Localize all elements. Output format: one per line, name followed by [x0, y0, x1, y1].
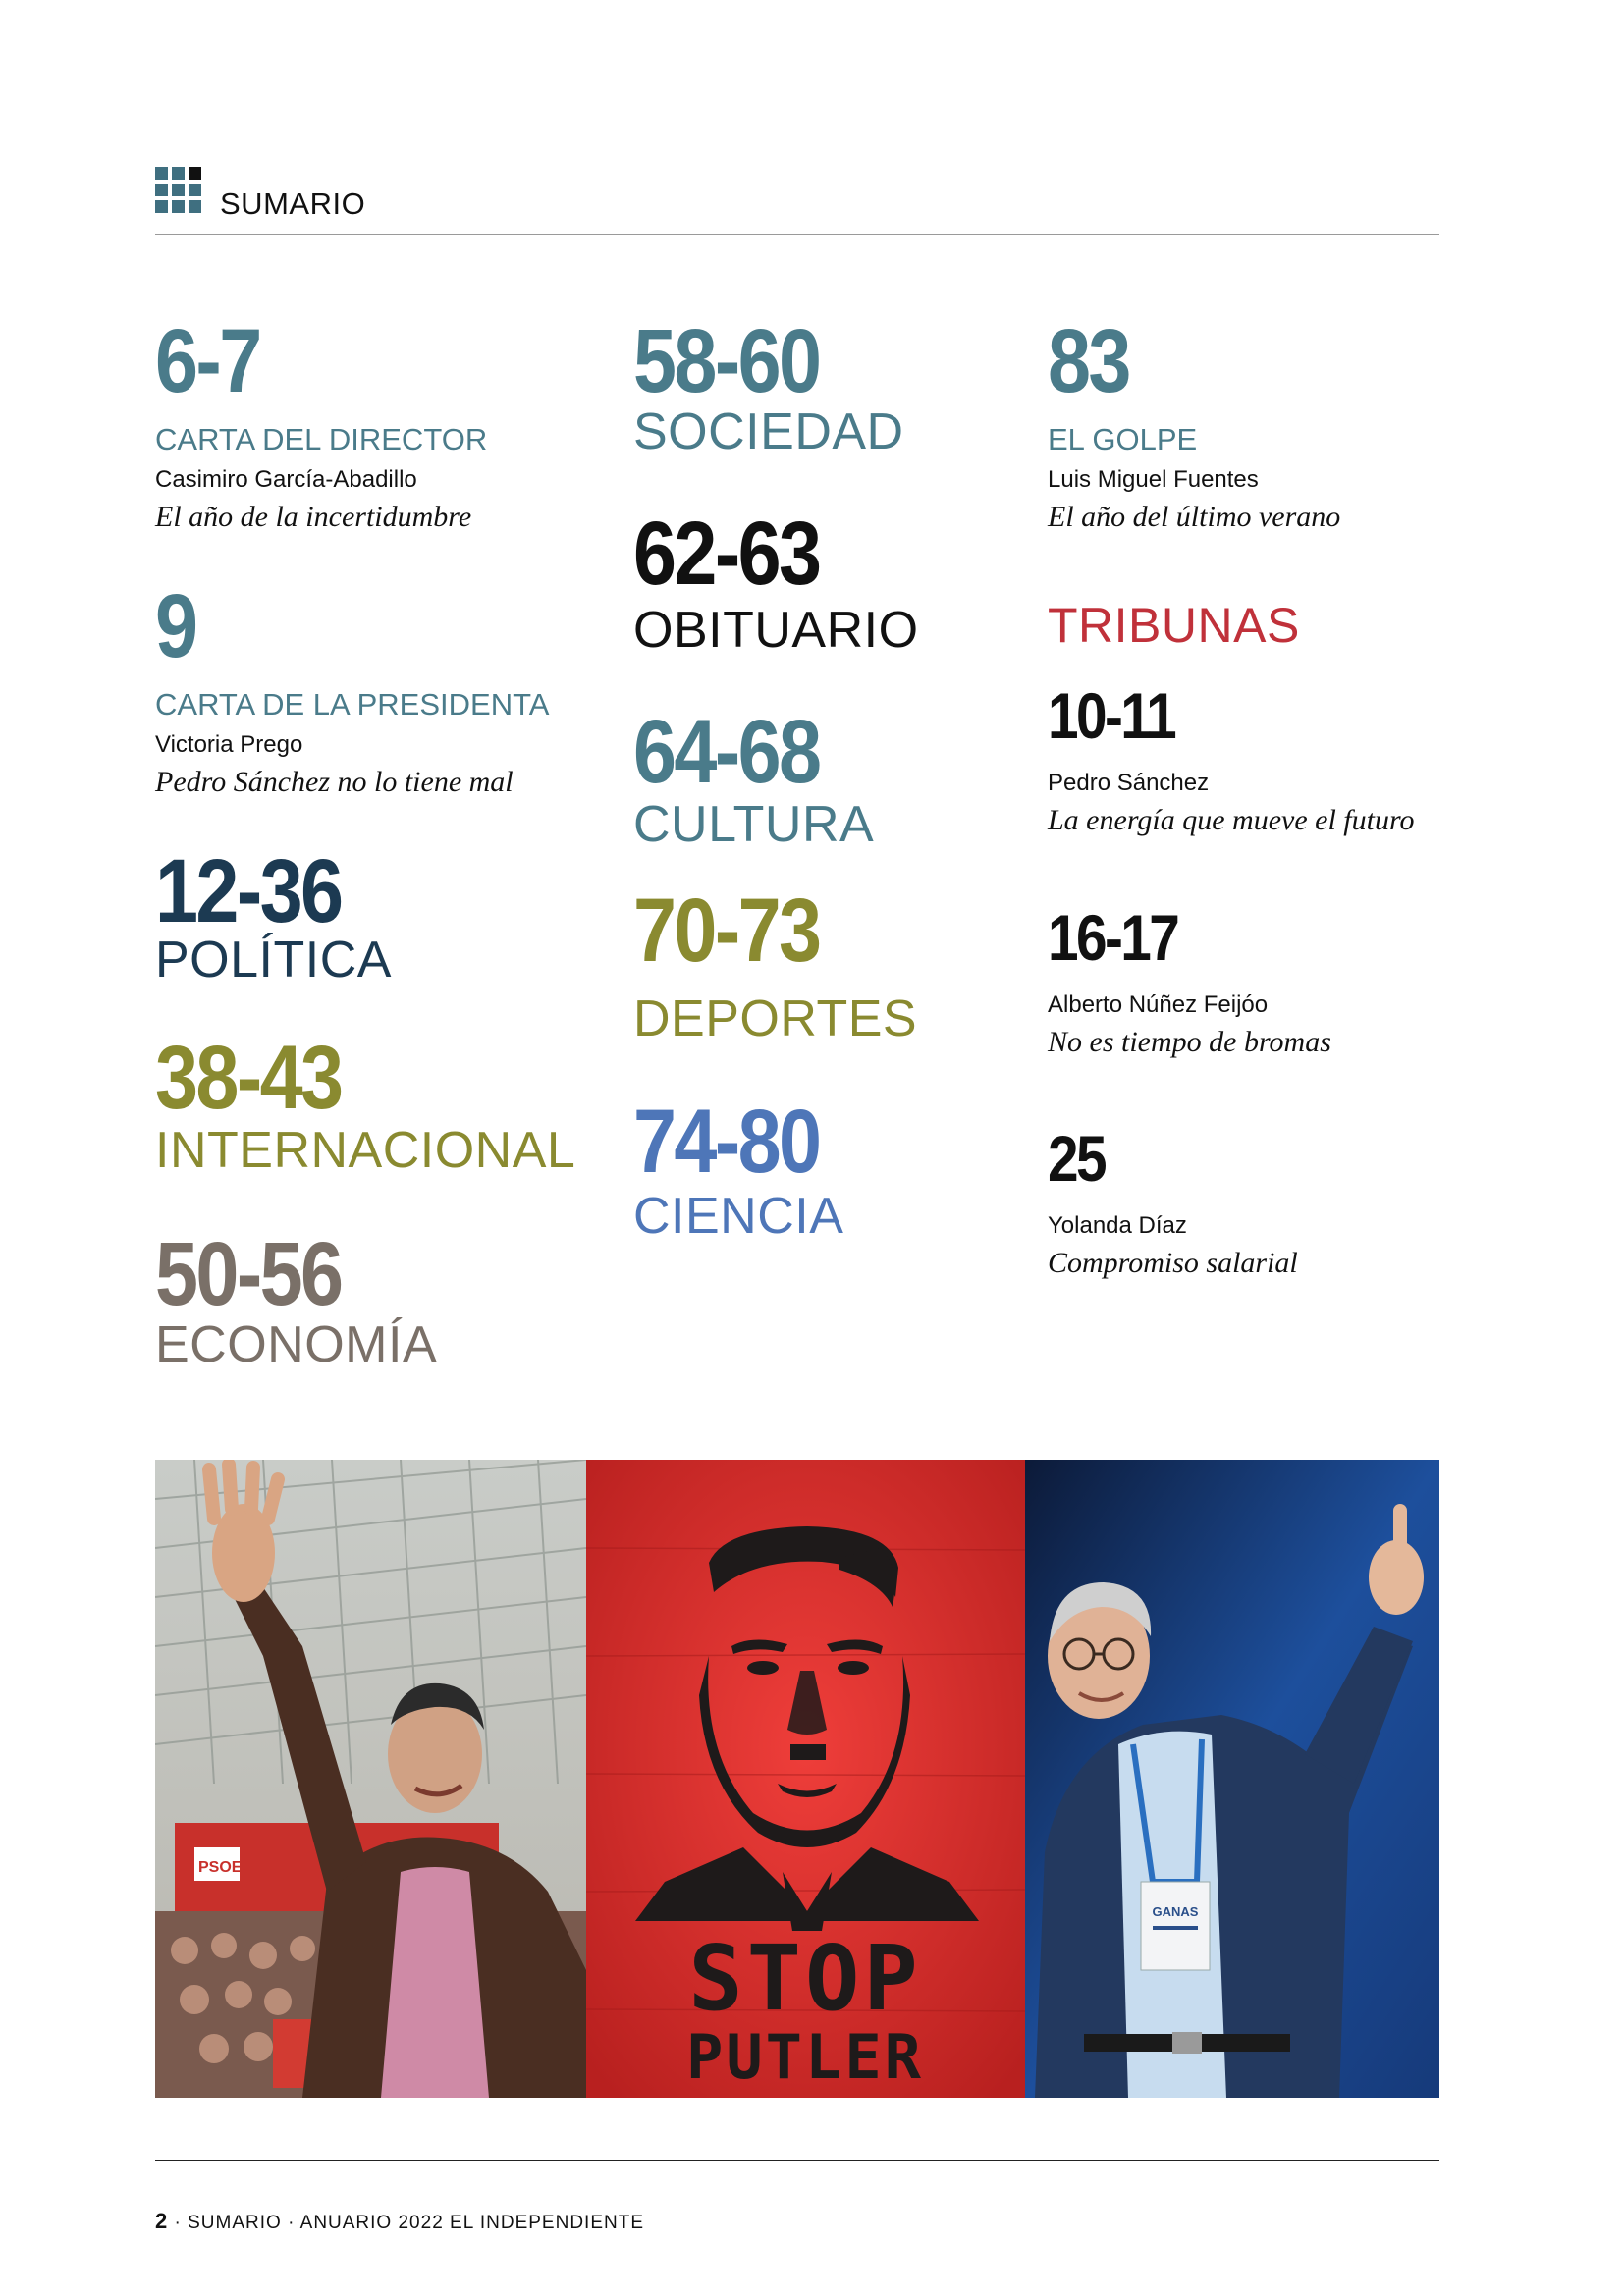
page-number[interactable]: 83: [1048, 311, 1129, 411]
page-header: [155, 165, 1439, 235]
article-title[interactable]: El año de la incertidumbre: [155, 501, 472, 533]
grid-logo-icon: [155, 167, 202, 214]
badge-text: GANAS: [1152, 1904, 1199, 1919]
article-author: Pedro Sánchez: [1048, 770, 1210, 796]
article-author: Yolanda Díaz: [1048, 1212, 1187, 1239]
section-label[interactable]: DEPORTES: [633, 990, 918, 1047]
page-number[interactable]: 12-36: [155, 841, 342, 941]
banner-party-text: PSOE: [198, 1859, 243, 1876]
photo-feijoo-stage[interactable]: [1025, 1460, 1439, 2098]
article-title[interactable]: La energía que mueve el futuro: [1048, 804, 1415, 836]
stencil-text: STOP: [688, 1926, 922, 2031]
article-title[interactable]: El año del último verano: [1048, 501, 1341, 533]
page-number[interactable]: 9: [155, 576, 196, 676]
article-author: Luis Miguel Fuentes: [1048, 466, 1259, 493]
photo-stop-putler[interactable]: [586, 1460, 1025, 2098]
page-number[interactable]: 25: [1048, 1122, 1105, 1195]
page-number[interactable]: 62-63: [633, 504, 820, 604]
page-number[interactable]: 58-60: [633, 311, 820, 411]
section-label[interactable]: INTERNACIONAL: [155, 1122, 576, 1179]
photo-sanchez-rally[interactable]: [155, 1460, 586, 2098]
footer-divider: [155, 2160, 1439, 2161]
article-kicker[interactable]: CARTA DEL DIRECTOR: [155, 422, 488, 456]
page-title: SUMARIO: [220, 187, 366, 221]
page-number[interactable]: 38-43: [155, 1028, 342, 1128]
page-footer: [155, 2209, 644, 2234]
photo-strip: [155, 1460, 1439, 2098]
section-label[interactable]: POLÍTICA: [155, 932, 392, 988]
page-number[interactable]: 74-80: [633, 1092, 820, 1192]
page-number[interactable]: 64-68: [633, 702, 820, 802]
tribunas-heading[interactable]: TRIBUNAS: [1048, 598, 1300, 653]
article-author: Casimiro García-Abadillo: [155, 466, 417, 493]
section-label[interactable]: CIENCIA: [633, 1188, 844, 1245]
section-label[interactable]: CULTURA: [633, 796, 875, 853]
page-number[interactable]: 10-11: [1048, 679, 1175, 752]
article-kicker[interactable]: EL GOLPE: [1048, 422, 1198, 456]
article-author: Alberto Núñez Feijóo: [1048, 991, 1269, 1018]
page-number[interactable]: 70-73: [633, 881, 820, 981]
page-number[interactable]: 16-17: [1048, 901, 1178, 974]
article-kicker[interactable]: CARTA DE LA PRESIDENTA: [155, 687, 550, 721]
article-author: Victoria Prego: [155, 731, 303, 758]
page-number[interactable]: 6-7: [155, 311, 260, 411]
section-label[interactable]: ECONOMÍA: [155, 1316, 438, 1373]
stencil-text: PUTLER: [686, 2021, 924, 2093]
section-label[interactable]: OBITUARIO: [633, 602, 919, 659]
page-number-footer: 2: [155, 2209, 169, 2233]
article-title[interactable]: Compromiso salarial: [1048, 1247, 1298, 1279]
footer-text: · SUMARIO · ANUARIO 2022 EL INDEPENDIENTE: [174, 2213, 644, 2233]
article-title[interactable]: No es tiempo de bromas: [1048, 1026, 1331, 1058]
article-title[interactable]: Pedro Sánchez no lo tiene mal: [155, 766, 514, 798]
section-label[interactable]: SOCIEDAD: [633, 403, 904, 460]
page-number[interactable]: 50-56: [155, 1224, 342, 1324]
